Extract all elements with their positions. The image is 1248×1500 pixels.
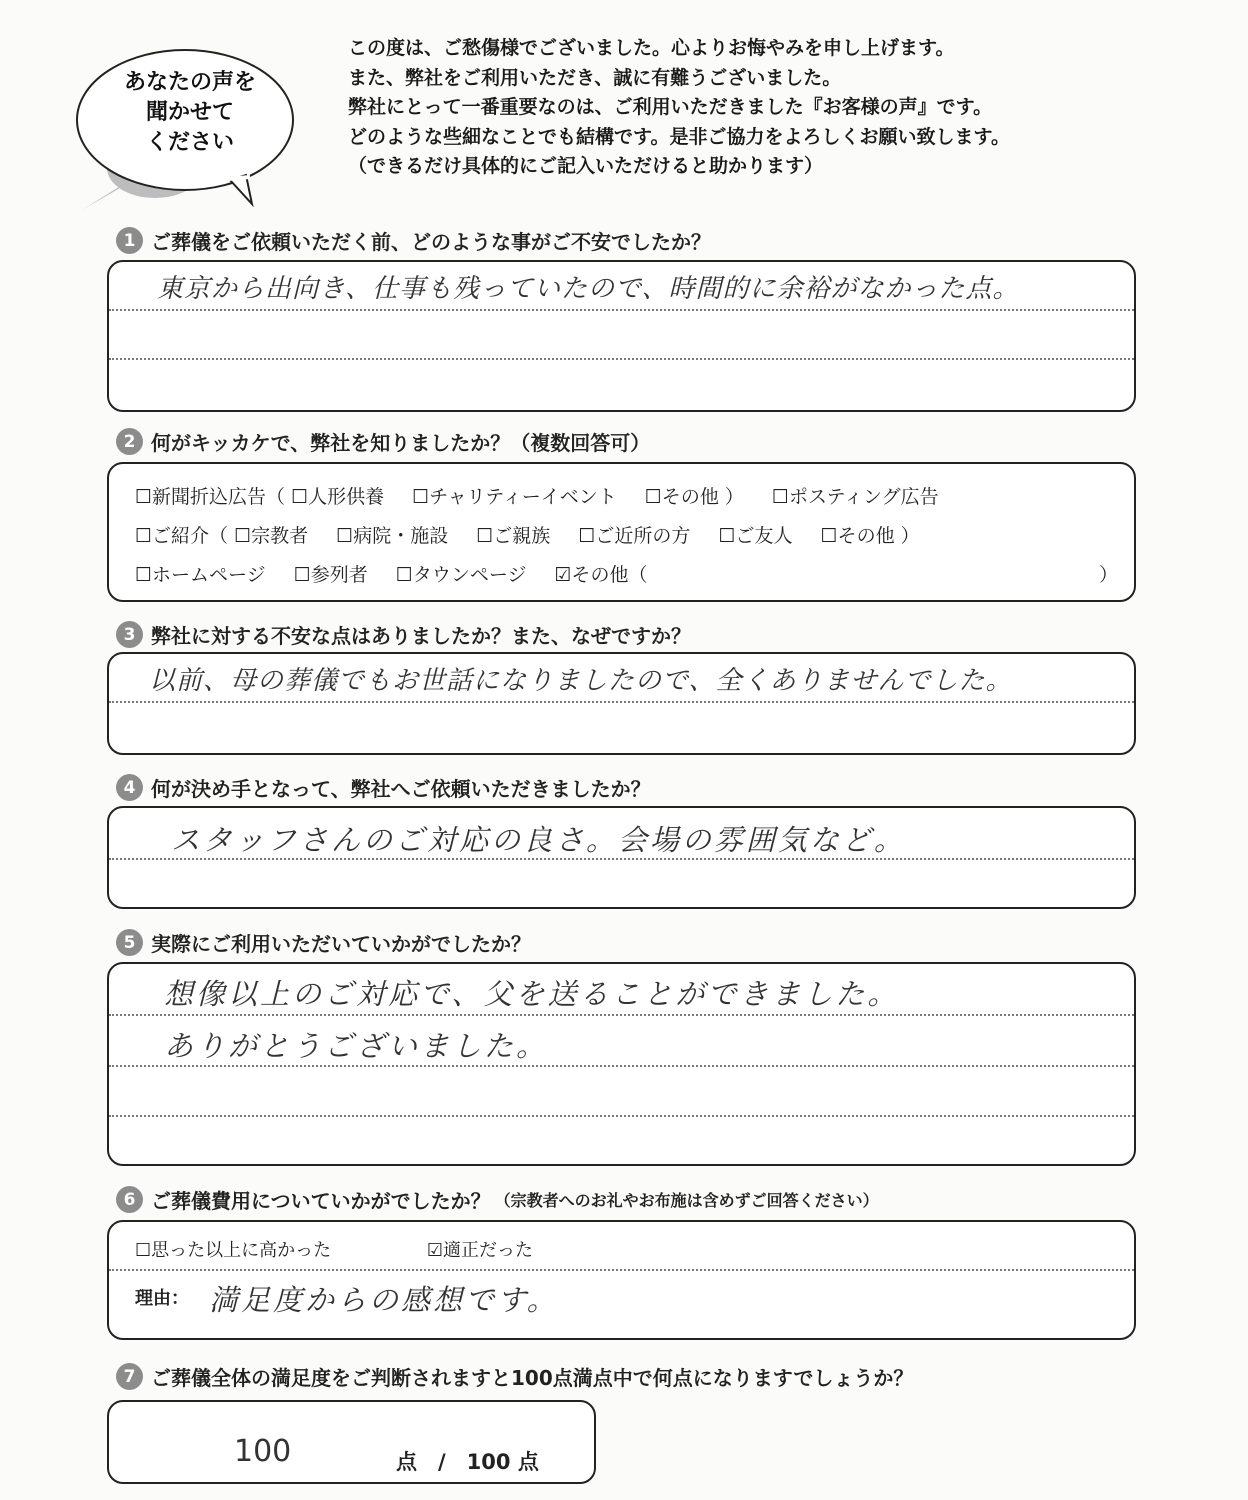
dotted-line bbox=[109, 309, 1134, 311]
question-4 bbox=[116, 773, 651, 802]
question-number-badge: 2 bbox=[116, 428, 143, 455]
question-5 bbox=[116, 928, 531, 957]
bubble-line-3: ください bbox=[145, 130, 234, 155]
question-number-badge: 1 bbox=[116, 227, 143, 254]
checkbox-option[interactable]: ☐参列者 bbox=[293, 564, 368, 586]
bubble-title bbox=[110, 68, 270, 158]
question-text: 弊社に対する不安な点はありましたか？また、なぜですか？ bbox=[151, 624, 691, 648]
question-3 bbox=[116, 620, 691, 649]
answer-box-3[interactable] bbox=[107, 652, 1136, 755]
question-text: 実際にご利用いただいていかがでしたか？ bbox=[151, 932, 531, 956]
closing-paren: ） bbox=[1099, 564, 1119, 586]
dotted-line bbox=[109, 1115, 1134, 1117]
checkbox-option[interactable]: ☐病院・施設 bbox=[336, 525, 449, 547]
intro-line: この度は、ご愁傷様でございました。心よりお悔やみを申し上げます。 bbox=[348, 37, 955, 59]
answer-box-4[interactable] bbox=[107, 806, 1136, 909]
dotted-line bbox=[109, 1014, 1134, 1016]
options-row-3 bbox=[135, 560, 1119, 587]
checkbox-option-checked[interactable]: ☑その他（ bbox=[554, 564, 648, 586]
question-note: （宗教者へのお礼やお布施は含めずご回答ください） bbox=[494, 1191, 879, 1210]
handwritten-score: 100 bbox=[234, 1434, 292, 1469]
handwritten-answer: スタッフさんのご対応の良さ。会場の雰囲気など。 bbox=[171, 823, 906, 857]
question-number-badge: 4 bbox=[116, 774, 143, 801]
checkbox-option[interactable]: ☐その他 ） bbox=[644, 486, 744, 508]
question-number-badge: 7 bbox=[116, 1363, 143, 1390]
cost-options bbox=[135, 1236, 555, 1262]
dotted-line bbox=[109, 358, 1134, 360]
intro-line: また、弊社をご利用いただき、誠に有難うございました。 bbox=[348, 66, 842, 89]
checkbox-option[interactable]: ☐チャリティーイベント bbox=[412, 486, 617, 508]
reason-label: 理由： bbox=[135, 1288, 189, 1309]
options-row-2 bbox=[135, 521, 942, 548]
checkbox-option[interactable]: ☐その他 ） bbox=[820, 525, 920, 547]
question-1 bbox=[116, 226, 711, 255]
handwritten-reason[interactable]: 満足度からの感想です。 bbox=[209, 1283, 559, 1317]
dotted-line bbox=[109, 1269, 1134, 1271]
intro-text bbox=[348, 34, 1208, 182]
checkbox-option[interactable]: ☐思った以上に高かった bbox=[135, 1240, 332, 1261]
question-number-badge: 3 bbox=[116, 621, 143, 648]
question-6 bbox=[116, 1185, 879, 1214]
checkbox-option[interactable]: ☐ご親族 bbox=[476, 525, 551, 547]
checkbox-option[interactable]: ☐ホームページ bbox=[135, 564, 266, 586]
checkbox-option[interactable]: ☐ご友人 bbox=[718, 525, 793, 547]
answer-box-2 bbox=[107, 462, 1136, 602]
options-row-1 bbox=[135, 482, 961, 509]
checkbox-option[interactable]: ☐ポスティング広告 bbox=[771, 486, 939, 508]
voice-bubble bbox=[60, 40, 350, 220]
intro-line: 弊社にとって一番重要なのは、ご利用いただきました『お客様の声』です。 bbox=[348, 96, 993, 118]
intro-line: （できるだけ具体的にご記入いただけると助かります） bbox=[348, 155, 824, 177]
handwritten-answer: 東京から出向き、仕事も残っていたので、時間的に余裕がなかった点。 bbox=[157, 274, 1020, 304]
question-2 bbox=[116, 427, 650, 456]
handwritten-answer: ありがとうございました。 bbox=[164, 1029, 549, 1063]
bubble-line-1: あなたの声を bbox=[123, 70, 256, 95]
score-suffix: 点 / 100 点 bbox=[396, 1450, 539, 1474]
question-number-badge: 5 bbox=[116, 929, 143, 956]
question-text: 何が決め手となって、弊社へご依頼いただきましたか？ bbox=[151, 777, 651, 801]
question-text: ご葬儀費用についていかがでしたか？ bbox=[151, 1189, 491, 1213]
checkbox-option-checked[interactable]: ☑適正だった bbox=[426, 1240, 534, 1261]
question-7 bbox=[116, 1362, 913, 1391]
checkbox-option[interactable]: ☐新聞折込広告（ ☐人形供養 bbox=[135, 486, 385, 508]
intro-line: どのような些細なことでも結構です。是非ご協力をよろしくお願い致します。 bbox=[348, 125, 1010, 148]
checkbox-option[interactable]: ☐ご近所の方 bbox=[578, 525, 691, 547]
dotted-line bbox=[109, 701, 1134, 703]
question-text: ご葬儀をご依頼いただく前、どのような事がご不安でしたか？ bbox=[151, 230, 711, 254]
checkbox-option[interactable]: ☐ご紹介（ ☐宗教者 bbox=[135, 525, 309, 547]
bubble-line-2: 聞かせて bbox=[145, 100, 234, 125]
dotted-line bbox=[109, 1065, 1134, 1067]
score-box[interactable] bbox=[107, 1400, 596, 1484]
checkbox-option[interactable]: ☐タウンページ bbox=[395, 564, 527, 586]
answer-box-6 bbox=[107, 1220, 1136, 1340]
question-text: ご葬儀全体の満足度をご判断されますと100点満点中で何点になりますでしょうか？ bbox=[151, 1366, 914, 1390]
question-text: 何がキッカケで、弊社を知りましたか？（複数回答可） bbox=[151, 431, 651, 455]
handwritten-answer: 以前、母の葬儀でもお世話になりましたので、全くありませんでした。 bbox=[149, 666, 1013, 696]
question-number-badge: 6 bbox=[116, 1186, 143, 1213]
handwritten-answer: 想像以上のご対応で、父を送ることができました。 bbox=[164, 977, 900, 1011]
answer-box-1[interactable] bbox=[107, 260, 1136, 412]
answer-box-5[interactable] bbox=[107, 962, 1136, 1166]
